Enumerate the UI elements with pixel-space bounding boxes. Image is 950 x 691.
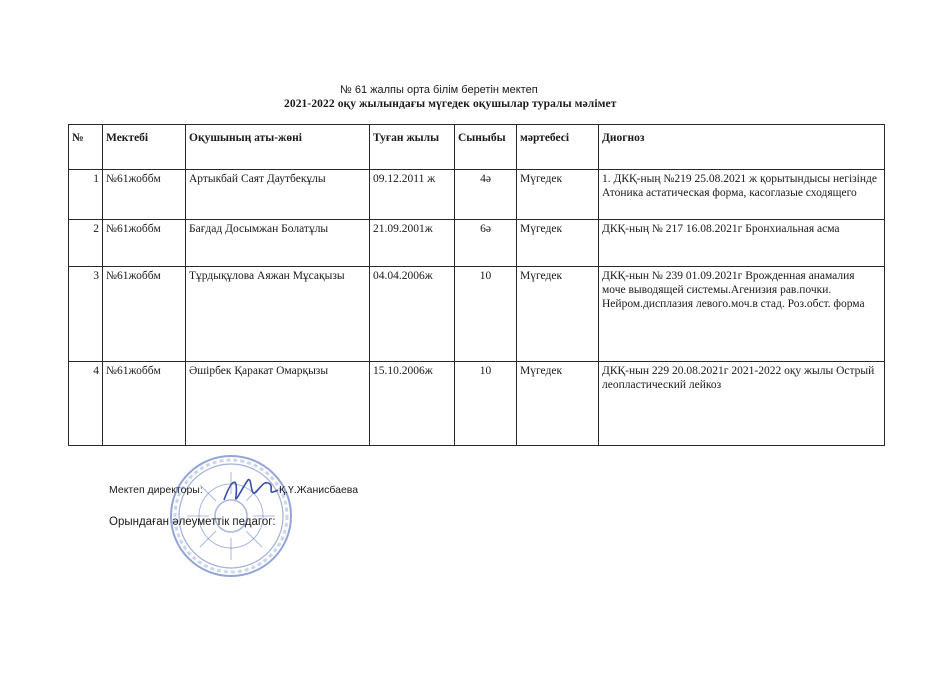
cell-num: 1 (69, 170, 103, 220)
cell-diagnosis: ДКҚ-ның № 217 16.08.2021г Бронхиальная асма (599, 220, 885, 267)
cell-diagnosis: 1. ДКҚ-ның №219 25.08.2021 ж қорытындысы негізінде Атоника астатическая форма, касоглазые сходящего (599, 170, 885, 220)
director-name: Қ.Ү.Жанисбаева (279, 484, 359, 496)
cell-grade: 4ә (455, 170, 517, 220)
cell-status: Мүгедек (517, 170, 599, 220)
cell-status: Мүгедек (517, 362, 599, 446)
cell-grade: 6ә (455, 220, 517, 267)
cell-name: Бағдад Досымжан Болатұлы (186, 220, 370, 267)
cell-school: №61жоббм (103, 362, 186, 446)
cell-diagnosis: ДКҚ-нын 229 20.08.2021г 2021-2022 оқу жылы Острый леопластический лейкоз (599, 362, 885, 446)
cell-name: Әшірбек Қаракат Омарқызы (186, 362, 370, 446)
cell-grade: 10 (455, 267, 517, 362)
signature-icon (220, 470, 280, 510)
table-row (69, 267, 885, 362)
table-row (69, 220, 885, 267)
school-title: № 61 жалпы орта білім беретін мектеп (340, 84, 538, 96)
header-name: Оқушының аты-жөні (186, 125, 370, 170)
cell-birth: 04.04.2006ж (370, 267, 455, 362)
header-diagnosis: Диогноз (599, 125, 885, 170)
executor-label: Орындаған әлеуметтік педагог: (109, 516, 276, 528)
cell-school: №61жоббм (103, 220, 186, 267)
students-table (68, 124, 885, 446)
cell-diagnosis: ДКҚ-нын № 239 01.09.2021г Врожденная анамалия моче выводящей системы.Агенизия рав.почки. Нейром.дисплазия левого.моч.в стад. Роз.обст. форма (599, 267, 885, 362)
table-header-row (69, 125, 885, 170)
cell-birth: 21.09.2001ж (370, 220, 455, 267)
header-grade: Сыныбы (455, 125, 517, 170)
header-school: Мектебі (103, 125, 186, 170)
cell-name: Тұрдықұлова Аяжан Мұсақызы (186, 267, 370, 362)
cell-status: Мүгедек (517, 267, 599, 362)
cell-num: 2 (69, 220, 103, 267)
report-title: 2021-2022 оқу жылындағы мүгедек оқушылар туралы мәлімет (284, 98, 617, 110)
cell-num: 3 (69, 267, 103, 362)
cell-school: №61жоббм (103, 170, 186, 220)
director-line (109, 484, 359, 496)
cell-birth: 09.12.2011 ж (370, 170, 455, 220)
cell-num: 4 (69, 362, 103, 446)
cell-grade: 10 (455, 362, 517, 446)
cell-status: Мүгедек (517, 220, 599, 267)
cell-birth: 15.10.2006ж (370, 362, 455, 446)
cell-name: Артыкбай Саят Даутбекұлы (186, 170, 370, 220)
director-label: Мектеп директоры: (109, 484, 203, 496)
header-num: № (69, 125, 103, 170)
header-birth: Туған жылы (370, 125, 455, 170)
table-row (69, 362, 885, 446)
table-row (69, 170, 885, 220)
header-status: мәртебесі (517, 125, 599, 170)
cell-school: №61жоббм (103, 267, 186, 362)
